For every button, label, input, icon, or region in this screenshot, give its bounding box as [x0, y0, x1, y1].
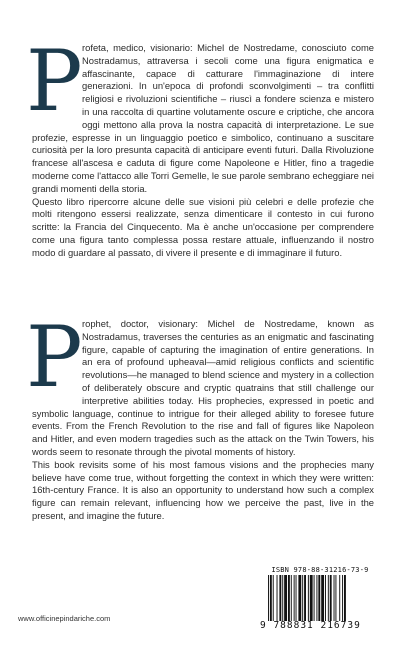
- isbn-label: ISBN 978-88-31216-73-9: [271, 566, 369, 574]
- publisher-website: www.officinepindariche.com: [18, 614, 111, 623]
- italian-blurb: [26, 32, 374, 260]
- english-blurb: [26, 308, 374, 523]
- english-dropcap: P: [26, 308, 83, 406]
- barcode-digits: 9 788831 216739: [260, 620, 361, 631]
- italian-dropcap: P: [26, 32, 83, 130]
- italian-paragraph-2: Questo libro ripercorre alcune delle sue visioni più celebri e delle profezie che molti ritengono essersi realizzate, senza dimenticare il contesto in cui furono scritte: la Francia del Cinquecento. Ma è anche un'occasione per comprendere come una figura tanto complessa possa restare attuale, influenzando il nostro modo di guardare al passato, di vivere il presente e di immaginare il futuro.: [32, 195, 374, 258]
- barcode-bars: [264, 575, 376, 621]
- english-paragraph-2: This book revisits some of his most famous visions and the prophecies many believe have come true, without forgetting the context in which they were written: 16th-century France. It is also an opportunity to understand how such a complex figure can remain relevant, influencing how we perceive the past, live in the present, and imagine the future.: [32, 458, 374, 521]
- italian-paragraph-1: rofeta, medico, visionario: Michel de Nostredame, conosciuto come Nostradamus, attraversa i secoli come una figura enigmatica e affascinante, capace di catturare l'immaginazione di intere generazioni. In un'epoca di profondi sconvolgimenti – tra conflitti religiosi e rivoluzioni scientifiche – riuscì a fondere scienza e mistero in una raccolta di quartine volutamente oscure e criptiche, che ancora oggi mettono alla prova la nostra capacità di interpretazione. Le sue profezie, espresse in un linguaggio poetico e simbolico, continuano a suscitare curiosità per la loro presunta capacità di anticipare eventi futuri. Dalla Rivoluzione francese all'ascesa e caduta di figure come Napoleone e Hitler, fino a tragedie moderne come l'attacco alle Torri Gemelle, le sue parole sembrano echeggiare nei grandi momenti della storia.: [32, 42, 374, 194]
- english-paragraph-1: rophet, doctor, visionary: Michel de Nostredame, known as Nostradamus, traverses the centuries as an enigmatic and fascinating figure, capable of capturing the imagination of entire generations. In an era of profound upheaval—amid religious conflicts and scientific revolutions—he managed to blend science and mystery in a collection of deliberately obscure and cryptic quatrains that still challenge our interpretive abilities today. His prophecies, expressed in poetic and symbolic language, continue to intrigue for their alleged ability to foresee future events. From the French Revolution to the rise and fall of figures like Napoleon and Hitler, and even modern tragedies such as the attack on the Twin Towers, his words seem to resonate through the pivotal moments of history.: [32, 318, 374, 457]
- isbn-barcode: [260, 566, 380, 636]
